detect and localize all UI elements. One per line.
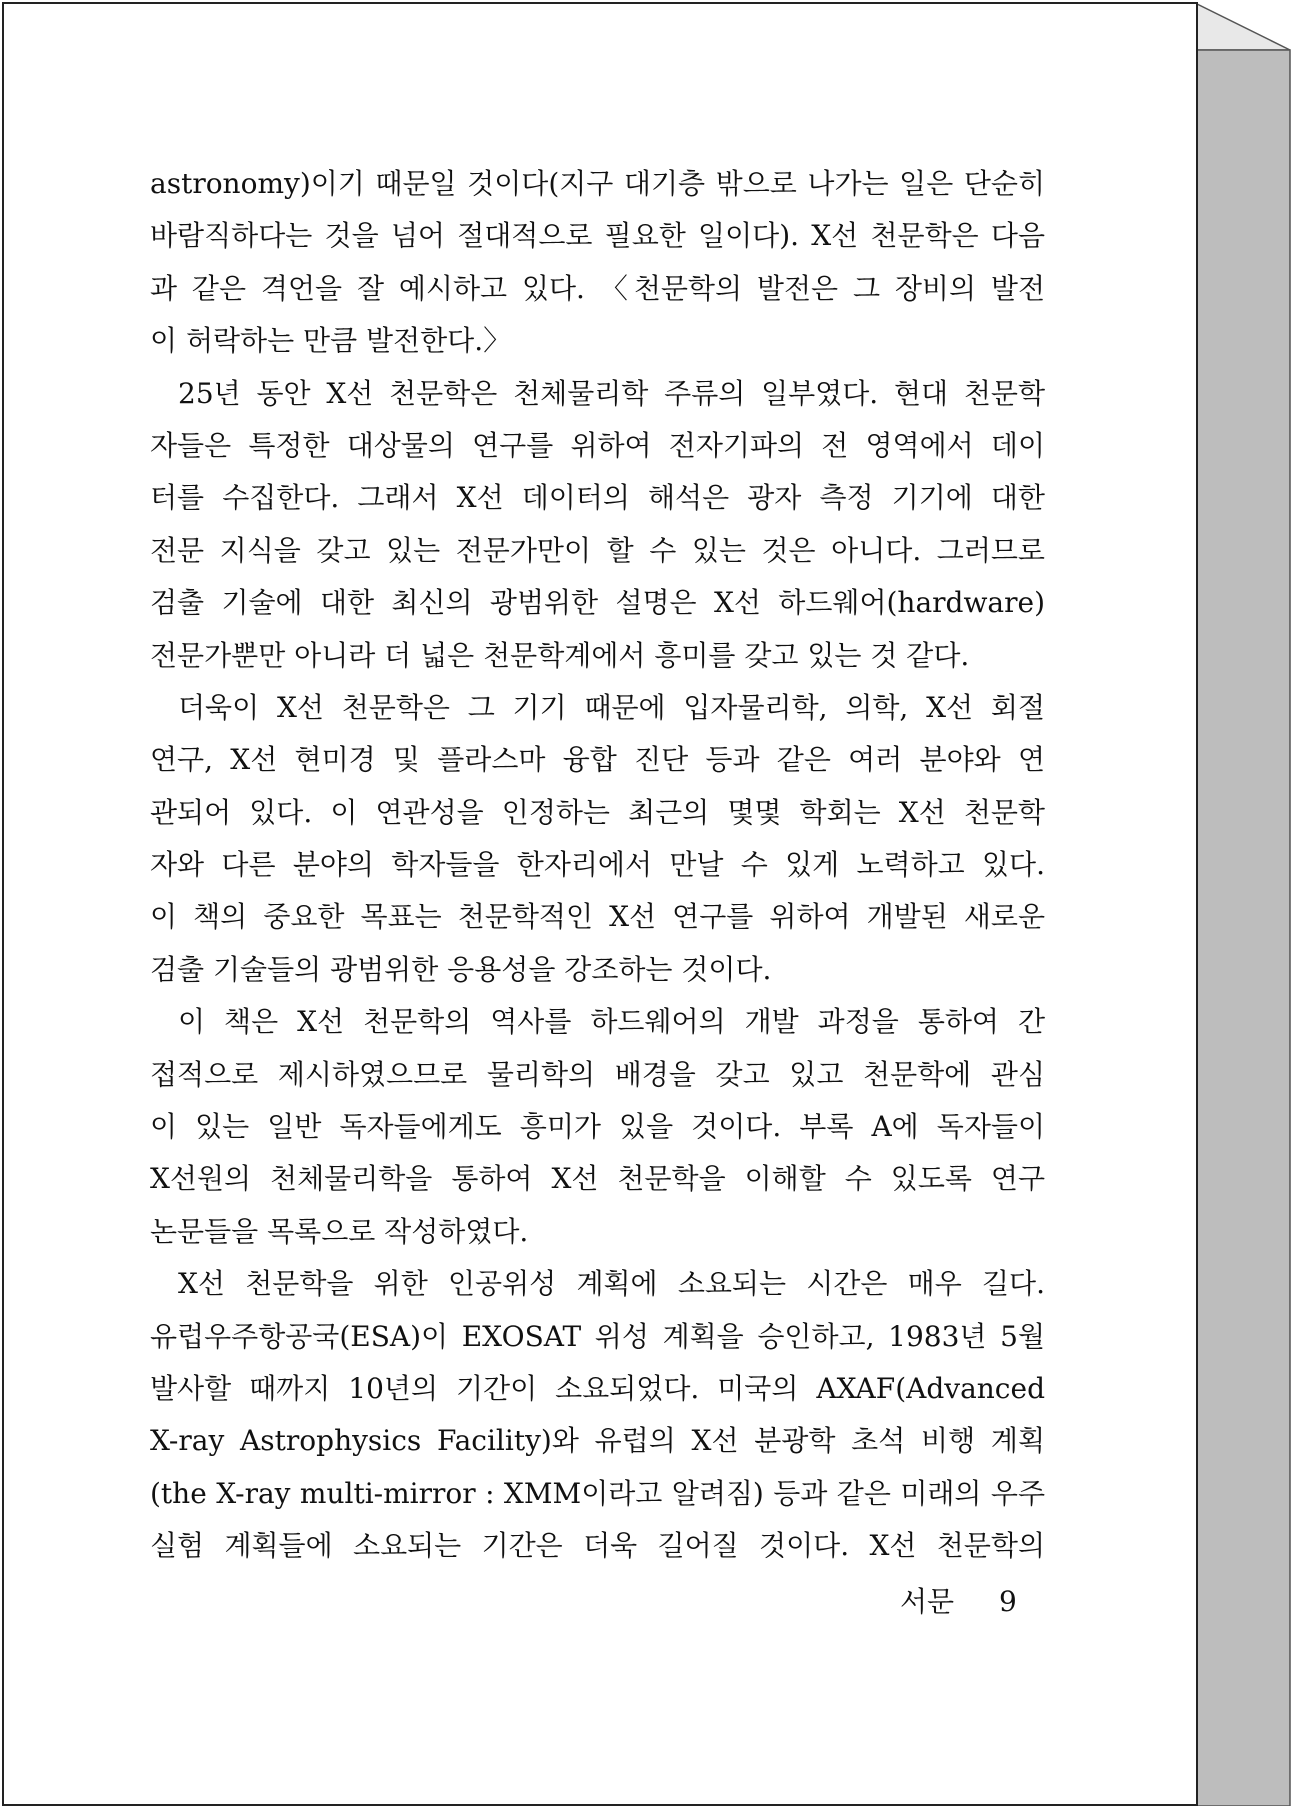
text-line: 실험 계획들에 소요되는 기간은 더욱 길어질 것이다. X선 천문학의 (150, 1529, 1045, 1563)
text-line: 과 같은 격언을 잘 예시하고 있다. 〈천문학의 발전은 그 장비의 발전 (150, 271, 1045, 305)
book-side-edge (1197, 50, 1290, 1806)
text-line: 접적으로 제시하였으므로 물리학의 배경을 갖고 있고 천문학에 관심 (150, 1057, 1045, 1091)
text-line: 터를 수집한다. 그래서 X선 데이터의 해석은 광자 측정 기기에 대한 (150, 481, 1045, 515)
paragraph (150, 368, 1045, 682)
text-line: 이 허락하는 만큼 발전한다.〉 (150, 324, 512, 358)
text-line: X선 천문학을 위한 인공위성 계획에 소요되는 시간은 매우 길다. (178, 1267, 1045, 1301)
text-line: 이 책은 X선 천문학의 역사를 하드웨어의 개발 과정을 통하여 간 (178, 1005, 1045, 1039)
text-line: astronomy)이기 때문일 것이다(지구 대기층 밖으로 나가는 일은 단순히 (150, 167, 1045, 200)
paragraph (150, 996, 1045, 1258)
text-line: 자와 다른 분야의 학자들을 한자리에서 만날 수 있게 노력하고 있다. (150, 848, 1045, 882)
text-line: 관되어 있다. 이 연관성을 인정하는 최근의 몇몇 학회는 X선 천문학 (150, 795, 1045, 829)
paragraph (150, 158, 1045, 368)
body-text (150, 158, 1045, 1573)
text-line: X선원의 천체물리학을 통하여 X선 천문학을 이해할 수 있도록 연구 (150, 1162, 1045, 1196)
page-number: 9 (999, 1585, 1017, 1618)
text-line: 전문 지식을 갖고 있는 전문가만이 할 수 있는 것은 아니다. 그러므로 (150, 533, 1045, 567)
text-line: 전문가뿐만 아니라 더 넓은 천문학계에서 흥미를 갖고 있는 것 같다. (150, 638, 970, 672)
text-line: 유럽우주항공국(ESA)이 EXOSAT 위성 계획을 승인하고, 1983년 5월 (150, 1319, 1045, 1353)
footer-section-title: 서문 (900, 1585, 955, 1618)
text-line: X-ray Astrophysics Facility)와 유럽의 X선 분광학 초석 비행 계획 (150, 1424, 1045, 1458)
text-line: 논문들을 목록으로 작성하였다. (150, 1214, 529, 1248)
page-footer (900, 1580, 1017, 1620)
text-line: 검출 기술들의 광범위한 응용성을 강조하는 것이다. (150, 952, 772, 986)
text-line: 바람직하다는 것을 넘어 절대적으로 필요한 일이다). X선 천문학은 다음 (150, 219, 1045, 253)
text-line: 더욱이 X선 천문학은 그 기기 때문에 입자물리학, 의학, X선 회절 (178, 690, 1045, 724)
text-line: 25년 동안 X선 천문학은 천체물리학 주류의 일부였다. 현대 천문학 (178, 376, 1045, 410)
paragraph (150, 682, 1045, 996)
text-line: 이 있는 일반 독자들에게도 흥미가 있을 것이다. 부록 A에 독자들이 (150, 1110, 1045, 1144)
text-line: 자들은 특정한 대상물의 연구를 위하여 전자기파의 전 영역에서 데이 (150, 428, 1045, 462)
text-line: 이 책의 중요한 목표는 천문학적인 X선 연구를 위하여 개발된 새로운 (150, 900, 1045, 934)
text-line: 검출 기술에 대한 최신의 광범위한 설명은 X선 하드웨어(hardware) (150, 586, 1045, 620)
text-line: 발사할 때까지 10년의 기간이 소요되었다. 미국의 AXAF(Advanced (150, 1371, 1045, 1405)
text-line: (the X-ray multi-mirror : XMM이라고 알려짐) 등과 같은 미래의 우주 (150, 1476, 1045, 1510)
paragraph (150, 1258, 1045, 1572)
text-line: 연구, X선 현미경 및 플라스마 융합 진단 등과 같은 여러 분야와 연 (150, 743, 1045, 777)
